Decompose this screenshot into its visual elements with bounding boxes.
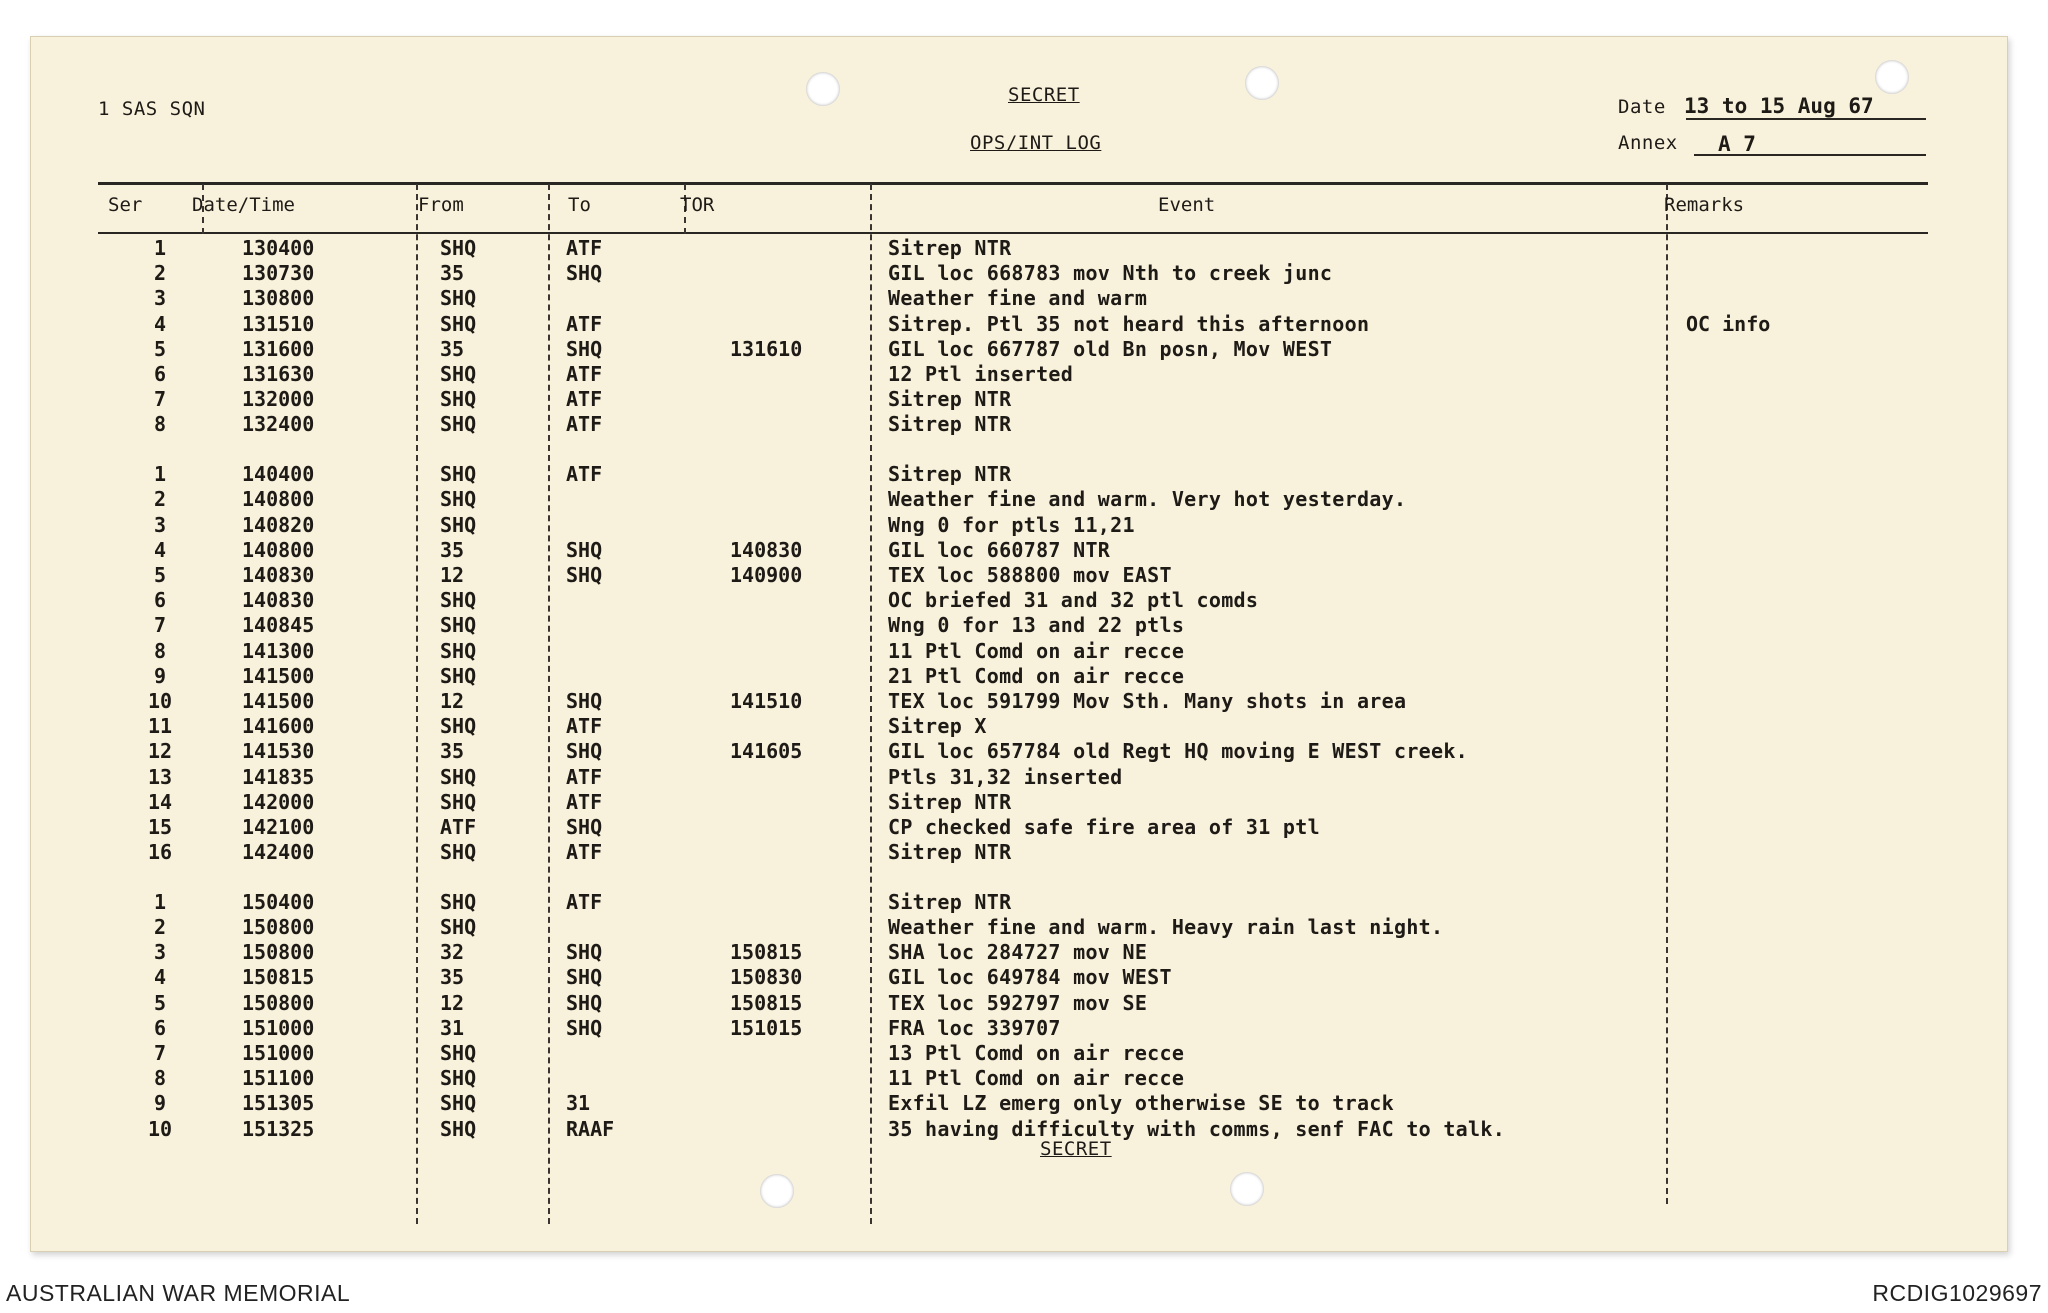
event-cell: GIL loc 657784 old Regt HQ moving E WEST creek. [888, 739, 1469, 764]
serial-cell: 4 [153, 965, 167, 990]
event-cell: Sitrep NTR [888, 789, 1012, 814]
log-entry-row [30, 915, 2008, 940]
from-cell: SHQ [440, 512, 477, 537]
log-entry-row [30, 362, 2008, 387]
event-cell: 12 Ptl inserted [888, 362, 1074, 386]
serial-cell: 10 [147, 688, 173, 713]
event-cell: Sitrep NTR [888, 387, 1012, 412]
to-cell: ATF [566, 714, 603, 739]
serial-cell: 8 [153, 1066, 167, 1091]
from-cell: SHQ [440, 840, 477, 865]
document-sheet [30, 36, 2008, 1252]
log-entry-row [30, 765, 2008, 790]
log-entry-row [30, 714, 2008, 739]
serial-cell: 9 [153, 663, 167, 688]
from-cell: SHQ [440, 286, 477, 311]
datetime-cell: 150400 [242, 889, 315, 914]
to-cell: ATF [566, 311, 603, 336]
log-entry-row [30, 991, 2008, 1016]
log-entry-row [30, 613, 2008, 638]
serial-cell: 9 [153, 1091, 167, 1116]
log-entry-row [30, 815, 2008, 840]
from-cell: 35 [440, 965, 465, 990]
log-entry-row [30, 513, 2008, 538]
from-cell: 35 [440, 739, 465, 764]
datetime-cell: 140800 [242, 537, 315, 562]
from-cell: SHQ [440, 462, 477, 487]
col-header-ser: Ser [108, 194, 143, 216]
to-cell: SHQ [566, 1015, 603, 1040]
serial-cell: 2 [153, 915, 167, 939]
datetime-cell: 142000 [242, 789, 315, 814]
log-entry-row [30, 387, 2008, 412]
annex-label: Annex [1618, 132, 1678, 154]
serial-cell: 5 [153, 990, 167, 1015]
punch-hole [806, 72, 840, 106]
serial-cell: 1 [153, 462, 167, 487]
datetime-cell: 140820 [242, 512, 315, 537]
to-cell: ATF [566, 362, 603, 386]
to-cell: SHQ [566, 562, 603, 587]
serial-cell: 5 [153, 336, 167, 361]
from-cell: SHQ [440, 1041, 477, 1065]
datetime-cell: 141835 [242, 764, 315, 789]
datetime-cell: 132000 [242, 387, 315, 412]
event-cell: 11 Ptl Comd on air recce [888, 1066, 1185, 1091]
event-cell: Sitrep NTR [888, 462, 1012, 487]
log-entry-row [30, 487, 2008, 512]
col-header-datetime: Date/Time [192, 194, 295, 216]
datetime-cell: 150800 [242, 990, 315, 1015]
serial-cell: 8 [153, 638, 167, 663]
log-entry-row [30, 462, 2008, 487]
from-cell: SHQ [440, 588, 477, 613]
from-cell: SHQ [440, 487, 477, 512]
event-cell: Sitrep NTR [888, 236, 1012, 260]
serial-cell: 4 [153, 311, 167, 336]
event-cell: FRA loc 339707 [888, 1015, 1061, 1040]
from-cell: SHQ [440, 714, 477, 739]
from-cell: SHQ [440, 1116, 477, 1141]
to-cell: SHQ [566, 688, 603, 713]
classification-top: SECRET [1008, 84, 1080, 106]
col-header-tor: TOR [680, 194, 715, 216]
to-cell: SHQ [566, 965, 603, 990]
serial-cell: 7 [153, 1041, 167, 1065]
log-entry-row [30, 236, 2008, 261]
from-cell: SHQ [440, 889, 477, 914]
serial-cell: 16 [147, 840, 173, 865]
serial-cell: 4 [153, 537, 167, 562]
serial-cell: 3 [153, 286, 167, 311]
log-entry-row [30, 739, 2008, 764]
event-cell: SHA loc 284727 mov NE [888, 940, 1148, 965]
datetime-cell: 132400 [242, 412, 315, 437]
serial-cell: 6 [153, 1015, 167, 1040]
to-cell: ATF [566, 462, 603, 487]
from-cell: SHQ [440, 613, 477, 638]
date-fill-line [1686, 118, 1926, 120]
log-entry-row [30, 261, 2008, 286]
event-cell: Sitrep NTR [888, 412, 1012, 437]
serial-cell: 5 [153, 562, 167, 587]
annex-value: A 7 [1718, 132, 1756, 156]
event-cell: Weather fine and warm [888, 286, 1148, 311]
from-cell: SHQ [440, 362, 477, 386]
from-cell: SHQ [440, 1091, 477, 1116]
datetime-cell: 151100 [242, 1066, 315, 1091]
from-cell: SHQ [440, 236, 477, 260]
datetime-cell: 130800 [242, 286, 315, 311]
datetime-cell: 151000 [242, 1015, 315, 1040]
from-cell: 35 [440, 336, 465, 361]
tor-cell: 140900 [730, 562, 803, 587]
event-cell: Sitrep NTR [888, 840, 1012, 865]
log-entry-row [30, 412, 2008, 437]
from-cell: ATF [440, 814, 477, 839]
log-entry-row [30, 689, 2008, 714]
serial-cell: 6 [153, 588, 167, 613]
event-cell: Wng 0 for ptls 11,21 [888, 512, 1135, 537]
to-cell: ATF [566, 889, 603, 914]
punch-hole [1230, 1172, 1264, 1206]
datetime-cell: 141300 [242, 638, 315, 663]
log-entry-row [30, 1066, 2008, 1091]
event-cell: GIL loc 668783 mov Nth to creek junc [888, 261, 1333, 286]
table-header-rule [98, 232, 1928, 234]
serial-cell: 2 [153, 261, 167, 286]
serial-cell: 10 [147, 1116, 173, 1141]
event-cell: 13 Ptl Comd on air recce [888, 1041, 1185, 1065]
serial-cell: 13 [147, 764, 173, 789]
from-cell: SHQ [440, 412, 477, 437]
log-entry-row [30, 940, 2008, 965]
event-cell: 21 Ptl Comd on air recce [888, 663, 1185, 688]
to-cell: SHQ [566, 336, 603, 361]
log-entry-row [30, 1117, 2008, 1142]
serial-cell: 1 [153, 889, 167, 914]
datetime-cell: 151305 [242, 1091, 315, 1116]
archive-source: AUSTRALIAN WAR MEMORIAL [6, 1280, 351, 1306]
serial-cell: 2 [153, 487, 167, 512]
datetime-cell: 151325 [242, 1116, 315, 1141]
tor-cell: 141510 [730, 688, 803, 713]
punch-hole [1245, 66, 1279, 100]
datetime-cell: 141500 [242, 663, 315, 688]
datetime-cell: 140800 [242, 487, 315, 512]
from-cell: SHQ [440, 1066, 477, 1091]
log-entry-row [30, 312, 2008, 337]
date-label: Date [1618, 96, 1666, 118]
unit-designation: 1 SAS SQN [98, 98, 206, 120]
from-cell: SHQ [440, 387, 477, 412]
log-entry-row [30, 538, 2008, 563]
from-cell: 35 [440, 537, 465, 562]
log-entry-row [30, 639, 2008, 664]
from-cell: SHQ [440, 663, 477, 688]
serial-cell: 1 [153, 236, 167, 260]
serial-cell: 8 [153, 412, 167, 437]
tor-cell: 151015 [730, 1015, 803, 1040]
col-header-from: From [418, 194, 464, 216]
from-cell: 12 [440, 688, 465, 713]
serial-cell: 3 [153, 940, 167, 965]
to-cell: ATF [566, 412, 603, 437]
log-entry-row [30, 563, 2008, 588]
tor-cell: 131610 [730, 336, 803, 361]
to-cell: SHQ [566, 739, 603, 764]
remarks-cell: OC info [1686, 311, 1771, 336]
to-cell: ATF [566, 840, 603, 865]
from-cell: SHQ [440, 311, 477, 336]
col-header-event: Event [1158, 194, 1216, 216]
event-cell: GIL loc 660787 NTR [888, 537, 1111, 562]
tor-cell: 150830 [730, 965, 803, 990]
datetime-cell: 140845 [242, 613, 315, 638]
event-cell: Ptls 31,32 inserted [888, 764, 1123, 789]
to-cell: SHQ [566, 990, 603, 1015]
datetime-cell: 141500 [242, 688, 315, 713]
to-cell: SHQ [566, 940, 603, 965]
event-cell: GIL loc 667787 old Bn posn, Mov WEST [888, 336, 1333, 361]
from-cell: SHQ [440, 764, 477, 789]
log-title: OPS/INT LOG [970, 132, 1102, 154]
from-cell: 12 [440, 562, 465, 587]
event-cell: OC briefed 31 and 32 ptl comds [888, 588, 1259, 613]
from-cell: SHQ [440, 915, 477, 939]
datetime-cell: 130400 [242, 236, 315, 260]
datetime-cell: 140830 [242, 562, 315, 587]
from-cell: SHQ [440, 638, 477, 663]
from-cell: 12 [440, 990, 465, 1015]
serial-cell: 14 [147, 789, 173, 814]
from-cell: 32 [440, 940, 465, 965]
tor-cell: 140830 [730, 537, 803, 562]
log-entry-row [30, 588, 2008, 613]
log-entry-row [30, 1016, 2008, 1041]
event-cell: TEX loc 592797 mov SE [888, 990, 1148, 1015]
datetime-cell: 141530 [242, 739, 315, 764]
datetime-cell: 142100 [242, 814, 315, 839]
from-cell: SHQ [440, 789, 477, 814]
datetime-cell: 130730 [242, 261, 315, 286]
serial-cell: 7 [153, 387, 167, 412]
serial-cell: 7 [153, 613, 167, 638]
event-cell: TEX loc 588800 mov EAST [888, 562, 1172, 587]
serial-cell: 6 [153, 362, 167, 386]
serial-cell: 11 [147, 714, 173, 739]
col-header-to: To [568, 194, 591, 216]
event-cell: CP checked safe fire area of 31 ptl [888, 814, 1320, 839]
serial-cell: 15 [147, 814, 173, 839]
serial-cell: 12 [147, 739, 173, 764]
datetime-cell: 131600 [242, 336, 315, 361]
log-entry-row [30, 840, 2008, 865]
event-cell: Wng 0 for 13 and 22 ptls [888, 613, 1185, 638]
to-cell: SHQ [566, 261, 603, 286]
datetime-cell: 150815 [242, 965, 315, 990]
log-entry-row [30, 286, 2008, 311]
log-entry-row [30, 337, 2008, 362]
event-cell: 11 Ptl Comd on air recce [888, 638, 1185, 663]
event-cell: Weather fine and warm. Very hot yesterday. [888, 487, 1407, 512]
log-entry-row [30, 664, 2008, 689]
log-entry-row [30, 1091, 2008, 1116]
event-cell: Exfil LZ emerg only otherwise SE to track [888, 1091, 1394, 1116]
to-cell: RAAF [566, 1116, 615, 1141]
datetime-cell: 151000 [242, 1041, 315, 1065]
to-cell: SHQ [566, 814, 603, 839]
to-cell: 31 [566, 1091, 591, 1116]
to-cell: SHQ [566, 537, 603, 562]
classification-bottom: SECRET [1040, 1138, 1112, 1160]
datetime-cell: 150800 [242, 915, 315, 939]
punch-hole [760, 1174, 794, 1208]
datetime-cell: 131630 [242, 362, 315, 386]
event-cell: Weather fine and warm. Heavy rain last night. [888, 915, 1444, 939]
event-cell: Sitrep NTR [888, 889, 1012, 914]
datetime-cell: 142400 [242, 840, 315, 865]
event-cell: TEX loc 591799 Mov Sth. Many shots in area [888, 688, 1407, 713]
log-entry-row [30, 790, 2008, 815]
log-entry-row [30, 890, 2008, 915]
datetime-cell: 131510 [242, 311, 315, 336]
date-value: 13 to 15 Aug 67 [1684, 94, 1874, 118]
log-entry-row [30, 965, 2008, 990]
datetime-cell: 140400 [242, 462, 315, 487]
to-cell: ATF [566, 789, 603, 814]
tor-cell: 150815 [730, 940, 803, 965]
event-cell: GIL loc 649784 mov WEST [888, 965, 1172, 990]
serial-cell: 3 [153, 512, 167, 537]
table-top-rule [98, 182, 1928, 185]
tor-cell: 150815 [730, 990, 803, 1015]
to-cell: ATF [566, 236, 603, 260]
to-cell: ATF [566, 764, 603, 789]
tor-cell: 141605 [730, 739, 803, 764]
event-cell: Sitrep. Ptl 35 not heard this afternoon [888, 311, 1370, 336]
datetime-cell: 150800 [242, 940, 315, 965]
datetime-cell: 141600 [242, 714, 315, 739]
datetime-cell: 140830 [242, 588, 315, 613]
from-cell: 35 [440, 261, 465, 286]
punch-hole [1875, 60, 1909, 94]
log-entry-row [30, 1041, 2008, 1066]
from-cell: 31 [440, 1015, 465, 1040]
to-cell: ATF [566, 387, 603, 412]
col-header-remarks: Remarks [1664, 194, 1745, 216]
event-cell: Sitrep X [888, 714, 987, 739]
archive-catalogue-id: RCDIG1029697 [1872, 1280, 2042, 1306]
event-cell: 35 having difficulty with comms, senf FAC to talk. [888, 1116, 1506, 1141]
